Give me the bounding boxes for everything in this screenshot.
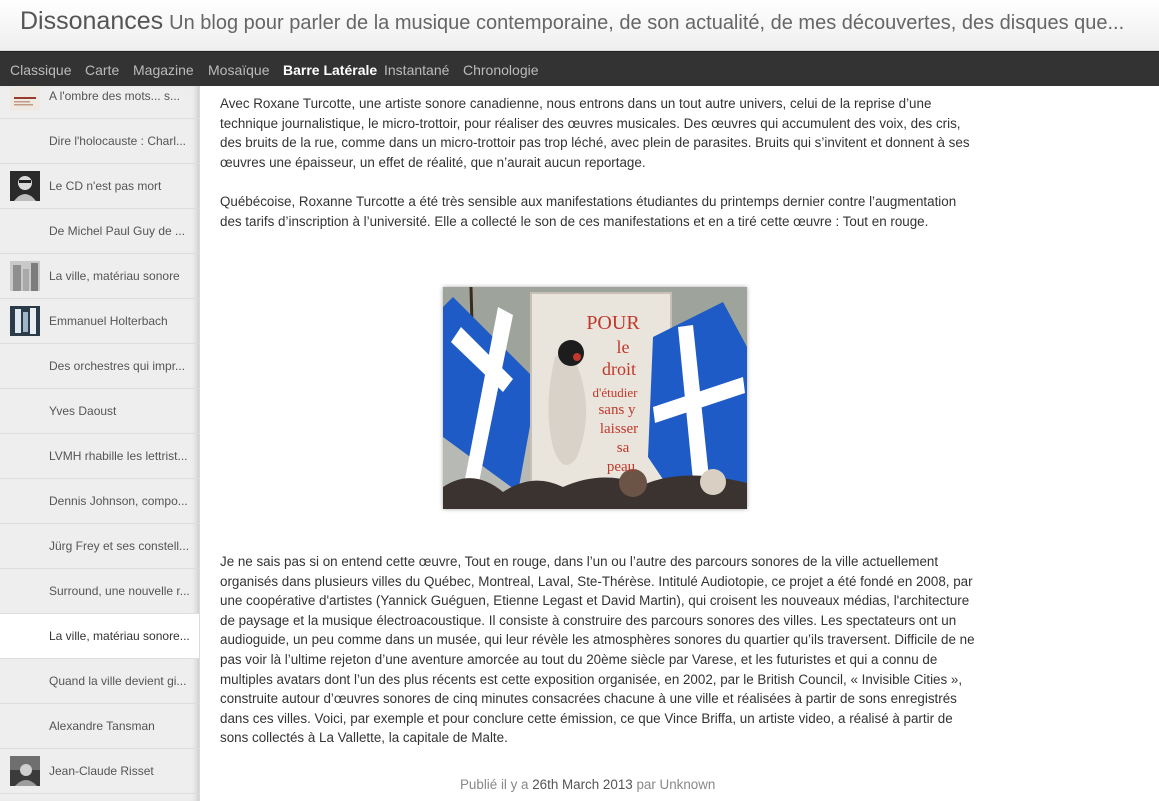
post-thumbnail xyxy=(10,306,40,336)
sidebar-item-label: Dennis Johnson, compo... xyxy=(49,494,188,508)
sidebar-item-ombre-des-mots[interactable] xyxy=(0,86,199,119)
tab-classique[interactable]: Classique xyxy=(10,62,72,78)
sign-text-line: laisser xyxy=(599,421,639,437)
sidebar-item-label: Emmanuel Holterbach xyxy=(49,314,168,328)
author-link[interactable]: Unknown xyxy=(659,777,716,792)
sidebar-item-orchestres[interactable] xyxy=(0,344,199,389)
blog-header xyxy=(0,0,1159,51)
blog-description: Un blog pour parler de la musique contemporaine, de son actualité, de mes découvertes, des disques que... xyxy=(169,12,1125,34)
tab-mosaique[interactable]: Mosaïque xyxy=(208,62,270,78)
sidebar-item-alexandre-tansman[interactable] xyxy=(0,704,199,749)
post-thumbnail xyxy=(10,86,40,111)
post-thumbnail xyxy=(10,261,40,291)
sidebar-item-label: Des orchestres qui impr... xyxy=(49,359,186,373)
sidebar-item-label: De Michel Paul Guy de ... xyxy=(49,224,186,238)
sidebar-item-ville-materiau-sonore[interactable] xyxy=(0,254,199,299)
post-thumbnail xyxy=(10,171,40,201)
sidebar-item-label: A l'ombre des mots... s... xyxy=(49,89,181,103)
tab-magazine[interactable]: Magazine xyxy=(133,62,194,78)
sidebar-item-yves-daoust[interactable] xyxy=(0,389,199,434)
sidebar-item-label: LVMH rhabille les lettrist... xyxy=(49,449,188,463)
tab-instantane[interactable]: Instantané xyxy=(384,62,450,78)
sidebar-item-label: Quand la ville devient gi... xyxy=(49,674,187,688)
sidebar-item-label: Le CD n'est pas mort xyxy=(49,179,162,193)
sign-text-line: sa xyxy=(616,440,630,456)
tab-carte[interactable]: Carte xyxy=(85,62,120,78)
sidebar-item-emmanuel-holterbach[interactable] xyxy=(0,299,199,344)
sidebar-item-label: Alexandre Tansman xyxy=(49,719,155,733)
sidebar-item-label: Surround, une nouvelle r... xyxy=(49,584,190,598)
article-paragraph: Je ne sais pas si on entend cette œuvre, Tout en rouge, dans l’un ou l’autre des parcours sonores de la ville actuellement organisés dans plusieurs villes du Québec, Montreal, Laval, Ste-Thérèse. Intitulé Audiotopie, ce projet a été fondé en 2008, par une coopérative d'artistes (Yannick Guéguen, Etienne Legast et David Martin), qui croisent les nouveaux médias, l'architecture de paysage et la musique électroacoustique. Il consiste à construire des parcours sonores des villes. Les spectateurs ont un audioguide, un peu comme dans un musée, qui leur révèle les atmosphères sonores du quartier qu’ils traversent. Difficile de ne pas voir là l’ultime rejeton d’une aventure amorcée au tout du 20ème siècle par Varese, et les futuristes et qui a connu de multiples avatars dont l’un des plus récents est cette exposition organisée, en 2002, par le British Council, « Invisible Cities », construite autour d’œuvres sonores de cinq minutes consacrées chacune à une ville et réalisées à partir de sons enregistrés dans ces villes. Voici, par exemple et pour conclure cette émission, ce que Vince Briffa, un artiste video, a réalisé à partir de sons collectés à La Vallette, la capitale de Malte. xyxy=(220,554,975,746)
sign-text-line: sans y xyxy=(598,402,636,418)
sidebar-item-quand-la-ville[interactable] xyxy=(0,659,199,704)
sign-text-line: peau xyxy=(606,459,636,475)
sign-text-line: le xyxy=(616,337,630,357)
sidebar-item-ville-materiau-sonore-current[interactable] xyxy=(0,614,199,659)
sidebar-item-dire-holocauste[interactable] xyxy=(0,119,199,164)
sidebar-item-surround[interactable] xyxy=(0,569,199,614)
post-thumbnail xyxy=(10,756,40,786)
blog-title-line xyxy=(20,6,1124,38)
sidebar-item-label: Jürg Frey et ses constell... xyxy=(49,539,190,553)
blog-title[interactable]: Dissonances xyxy=(20,7,164,35)
sidebar-item-label: Yves Daoust xyxy=(49,404,117,418)
sign-text-line: d'étudier xyxy=(592,385,638,400)
sidebar-item-label: Dire l'holocauste : Charl... xyxy=(49,134,187,148)
protest-photo[interactable] xyxy=(443,287,747,509)
sign-text-line: droit xyxy=(602,359,636,379)
published-date: 26th March 2013 xyxy=(532,777,633,792)
sidebar-item-jurg-frey[interactable] xyxy=(0,524,199,569)
published-by: par xyxy=(636,777,656,792)
sidebar-item-dennis-johnson[interactable] xyxy=(0,479,199,524)
tab-chronologie[interactable]: Chronologie xyxy=(463,62,539,78)
sign-text-line: POUR xyxy=(586,312,640,334)
sidebar-item-michel-paul-guy[interactable] xyxy=(0,209,199,254)
sidebar-item-lvmh-lettristes[interactable] xyxy=(0,434,199,479)
sidebar-item-label: La ville, matériau sonore xyxy=(49,269,180,283)
article-paragraph: Québécoise, Roxanne Turcotte a été très sensible aux manifestations étudiantes du printemps dernier contre l’augmentation des tarifs d’inscription à l’université. Elle a collecté le son de ces manifestations et en a tiré cette œuvre : Tout en rouge. xyxy=(220,194,957,229)
view-switcher-bar xyxy=(0,51,1159,86)
sidebar-item-jean-claude-risset[interactable] xyxy=(0,749,199,794)
sidebar-item-label: La ville, matériau sonore... xyxy=(49,629,190,643)
article-paragraph: Avec Roxane Turcotte, une artiste sonore canadienne, nous entrons dans un tout autre univers, celui de la reprise d’une technique journalistique, le micro-trottoir, pour réaliser des œuvres musicales. Des œuvres qui accumulent des voix, des cris, des bruits de la rue, comme dans un micro-trottoir pas trop léché, avec plein de parasites. Bruits qui s’invitent et donnent à ses œuvres une épaisseur, un effet de réalité, que n’aurait aucun reportage. xyxy=(220,96,970,170)
sidebar-item-cd-pas-mort[interactable] xyxy=(0,164,199,209)
tab-barre-laterale[interactable]: Barre Latérale xyxy=(283,62,378,78)
sidebar-post-list[interactable] xyxy=(0,86,200,801)
sidebar-item-label: Jean-Claude Risset xyxy=(49,764,154,778)
published-prefix: Publié il y a xyxy=(460,777,529,792)
